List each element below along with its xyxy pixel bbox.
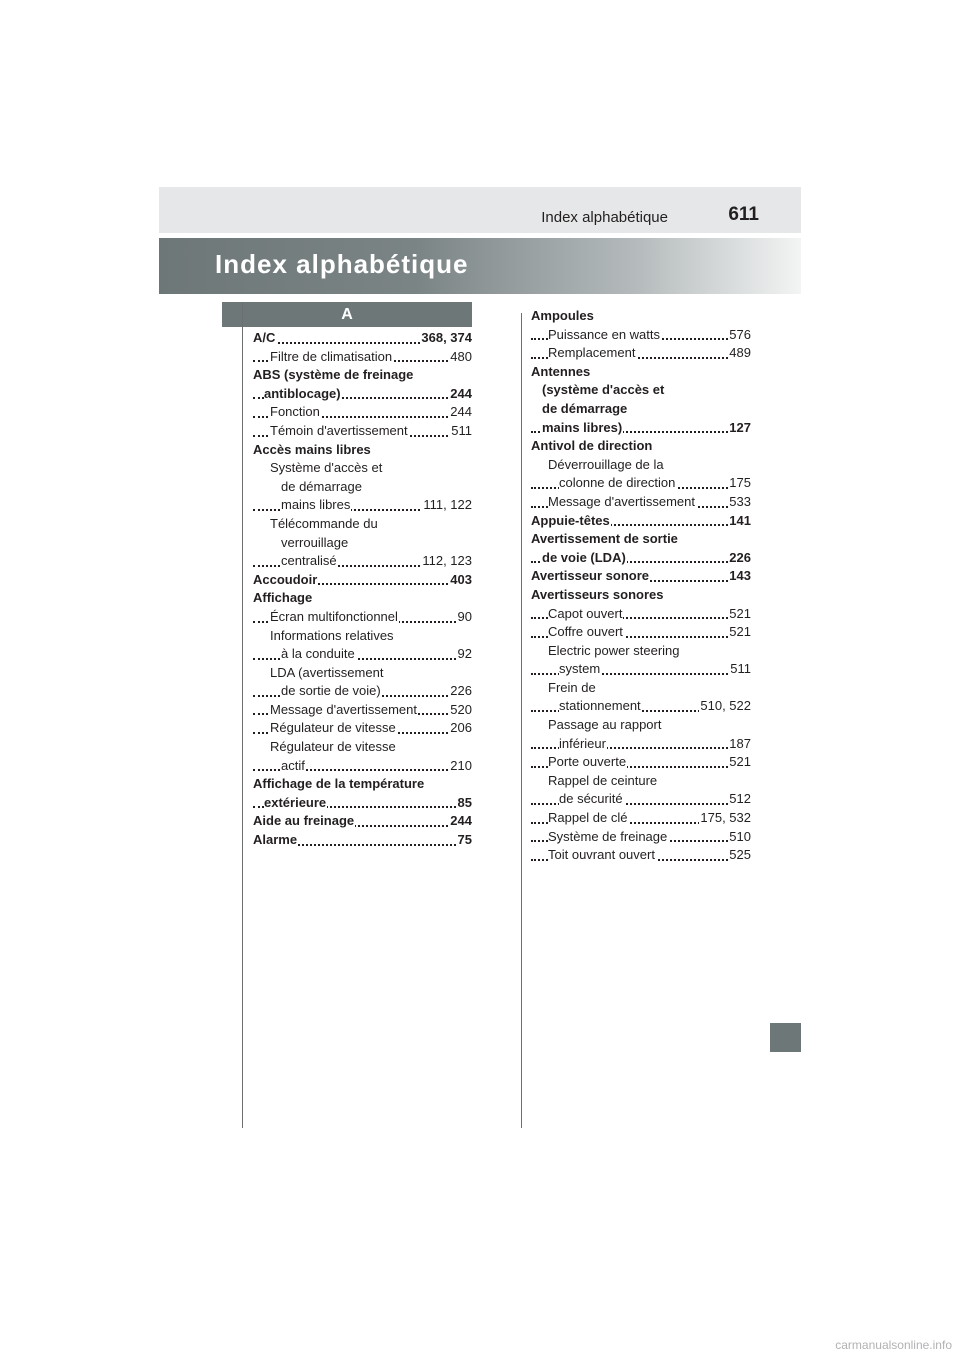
index-entry-text: mains libres bbox=[281, 497, 351, 513]
index-entry-pages: 368, 374 bbox=[420, 329, 472, 348]
index-entry-pages: 226 bbox=[728, 549, 751, 568]
index-entry bbox=[531, 716, 751, 735]
index-entry bbox=[253, 329, 472, 348]
index-entry bbox=[253, 441, 472, 460]
index-entry bbox=[531, 363, 751, 382]
index-entry-text: verrouillage bbox=[281, 534, 349, 550]
index-entry-text: Affichage de la température bbox=[253, 776, 425, 792]
index-entry-text: Coffre ouvert bbox=[548, 624, 623, 640]
index-entry bbox=[531, 623, 751, 642]
index-entry-text: Système de freinage bbox=[548, 828, 668, 844]
index-entry bbox=[253, 757, 472, 776]
index-entry bbox=[253, 775, 472, 794]
index-entry-text: system bbox=[559, 661, 601, 677]
index-entry-pages: 480 bbox=[449, 348, 472, 367]
index-entry-text: de démarrage bbox=[281, 478, 362, 494]
index-entry-pages: 244 bbox=[449, 812, 472, 831]
index-entry bbox=[531, 344, 751, 363]
index-entry-text: Puissance en watts bbox=[548, 326, 661, 342]
index-entry-text: Écran multifonctionnel bbox=[270, 608, 398, 624]
index-entry bbox=[531, 586, 751, 605]
index-entry bbox=[531, 567, 751, 586]
index-entry bbox=[531, 419, 751, 438]
index-entry-text: extérieure bbox=[264, 794, 327, 810]
index-entry bbox=[531, 679, 751, 698]
index-entry-pages: 521 bbox=[728, 605, 751, 624]
index-entry-text: Capot ouvert bbox=[548, 605, 623, 621]
index-entry-text: Avertisseurs sonores bbox=[531, 586, 664, 602]
column-divider-right bbox=[521, 313, 522, 1128]
index-letter-heading: A bbox=[222, 302, 472, 327]
index-entry bbox=[253, 348, 472, 367]
watermark: carmanualsonline.info bbox=[835, 1338, 952, 1352]
index-entry-text: Système d'accès et bbox=[270, 460, 383, 476]
index-entry-text: Télécommande du bbox=[270, 515, 378, 531]
index-entry-pages: 226 bbox=[449, 682, 472, 701]
index-entry bbox=[531, 790, 751, 809]
index-entry-pages: 576 bbox=[728, 326, 751, 345]
index-entry bbox=[253, 459, 472, 478]
index-entry bbox=[253, 738, 472, 757]
index-entry-pages: 206 bbox=[449, 719, 472, 738]
index-entry-text: Appuie-têtes bbox=[531, 512, 610, 528]
index-entry-text: Message d'avertissement bbox=[548, 493, 695, 509]
index-entry bbox=[531, 493, 751, 512]
index-entry-pages: 521 bbox=[728, 623, 751, 642]
index-entry bbox=[253, 719, 472, 738]
index-entry bbox=[531, 437, 751, 456]
index-entry-pages: 511 bbox=[729, 660, 751, 679]
index-entry bbox=[531, 530, 751, 549]
index-entry-pages: 511 bbox=[450, 422, 472, 441]
index-entry-pages: 175 bbox=[728, 474, 751, 493]
index-entry-text: A/C bbox=[253, 330, 276, 345]
index-entry-text: Remplacement bbox=[548, 345, 636, 361]
index-entry-text: Message d'avertissement bbox=[270, 701, 417, 717]
index-entry bbox=[531, 753, 751, 772]
index-entry-pages: 75 bbox=[457, 831, 472, 850]
index-entry-text: Rappel de clé bbox=[548, 810, 628, 826]
index-entry-text: Affichage bbox=[253, 590, 313, 606]
index-entry bbox=[253, 385, 472, 404]
index-entry-pages: 244 bbox=[449, 385, 472, 404]
index-entry-text: Ampoules bbox=[531, 308, 594, 323]
index-entry-text: antiblocage) bbox=[264, 385, 341, 401]
index-entry bbox=[253, 496, 472, 515]
index-entry-text: actif bbox=[281, 757, 305, 773]
index-entry bbox=[253, 571, 472, 590]
index-entry-text: mains libres) bbox=[542, 419, 623, 435]
index-entry-pages: 521 bbox=[728, 753, 751, 772]
column-divider-left bbox=[242, 302, 243, 1128]
index-entry-pages: 403 bbox=[449, 571, 472, 590]
index-entry-text: Fonction bbox=[270, 404, 320, 420]
index-entry-text: Passage au rapport bbox=[548, 717, 662, 733]
index-entry bbox=[253, 422, 472, 441]
chapter-tab bbox=[770, 1023, 801, 1052]
index-entry-text: Accès mains libres bbox=[253, 441, 371, 457]
index-entry-pages: 187 bbox=[728, 735, 751, 754]
index-entry-text: Electric power steering bbox=[548, 642, 680, 658]
index-entry bbox=[253, 534, 472, 553]
index-entry-text: Avertissement de sortie bbox=[531, 531, 678, 547]
index-entry-text: centralisé bbox=[281, 553, 337, 569]
index-entry-text: à la conduite bbox=[281, 646, 355, 662]
index-entry-text: de sécurité bbox=[559, 791, 623, 807]
index-entry bbox=[253, 682, 472, 701]
index-entry bbox=[253, 478, 472, 497]
index-entry-pages: 210 bbox=[449, 757, 472, 776]
index-entry-pages: 525 bbox=[728, 846, 751, 865]
index-entry bbox=[253, 608, 472, 627]
index-entry bbox=[531, 697, 751, 716]
index-entry-text: colonne de direction bbox=[559, 475, 676, 491]
index-entry bbox=[531, 846, 751, 865]
index-entry bbox=[531, 307, 751, 326]
index-entry-text: ABS (système de freinage bbox=[253, 367, 414, 383]
index-entry bbox=[253, 664, 472, 683]
index-entry-text: Porte ouverte bbox=[548, 754, 627, 770]
index-entry-pages: 244 bbox=[449, 403, 472, 422]
index-column-left bbox=[253, 329, 472, 850]
index-entry-text: de démarrage bbox=[542, 400, 628, 416]
index-entry-text: Régulateur de vitesse bbox=[270, 739, 396, 755]
index-entry-text: Déverrouillage de la bbox=[548, 456, 664, 472]
index-entry-pages: 85 bbox=[457, 794, 472, 813]
index-entry-text: Frein de bbox=[548, 679, 596, 695]
index-entry-pages: 489 bbox=[728, 344, 751, 363]
index-entry bbox=[531, 809, 751, 828]
index-column-right bbox=[531, 307, 751, 865]
index-entry-text: Toit ouvrant ouvert bbox=[548, 847, 655, 863]
page-header bbox=[159, 187, 801, 233]
index-entry bbox=[531, 512, 751, 531]
index-entry bbox=[531, 381, 751, 400]
index-entry-pages: 520 bbox=[449, 701, 472, 720]
index-entry-pages: 533 bbox=[728, 493, 751, 512]
index-entry bbox=[531, 400, 751, 419]
index-entry bbox=[531, 772, 751, 791]
index-entry bbox=[253, 403, 472, 422]
index-entry-pages: 512 bbox=[728, 790, 751, 809]
index-entry-text: Aide au freinage bbox=[253, 813, 355, 829]
index-entry-text: Témoin d'avertissement bbox=[270, 422, 408, 438]
index-entry bbox=[531, 735, 751, 754]
index-entry-text: Avertisseur sonore bbox=[531, 568, 650, 584]
index-entry-text: Antennes bbox=[531, 363, 591, 379]
index-entry bbox=[531, 549, 751, 568]
index-entry bbox=[531, 660, 751, 679]
index-entry-text: Régulateur de vitesse bbox=[270, 720, 396, 736]
index-entry bbox=[253, 552, 472, 571]
index-entry bbox=[253, 794, 472, 813]
index-entry-text: LDA (avertissement bbox=[270, 664, 384, 680]
index-entry-text: Filtre de climatisation bbox=[270, 348, 393, 364]
title-banner bbox=[159, 238, 801, 294]
index-entry-pages: 510, 522 bbox=[699, 697, 751, 716]
index-entry-text: Alarme bbox=[253, 832, 298, 848]
index-entry-text: Rappel de ceinture bbox=[548, 772, 658, 788]
index-entry-pages: 143 bbox=[728, 567, 751, 586]
index-entry bbox=[253, 589, 472, 608]
index-entry-pages: 175, 532 bbox=[699, 809, 751, 828]
index-entry bbox=[253, 812, 472, 831]
index-entry bbox=[253, 645, 472, 664]
index-entry bbox=[253, 627, 472, 646]
index-entry bbox=[253, 701, 472, 720]
index-entry-pages: 127 bbox=[728, 419, 751, 438]
index-entry-text: stationnement bbox=[559, 698, 641, 714]
page-number: 611 bbox=[728, 204, 759, 225]
index-entry-text: (système d'accès et bbox=[542, 382, 665, 398]
index-entry bbox=[253, 366, 472, 385]
index-entry bbox=[253, 831, 472, 850]
index-entry-pages: 141 bbox=[728, 512, 751, 531]
section-title: Index alphabétique bbox=[541, 209, 668, 226]
index-entry-pages: 112, 123 bbox=[421, 552, 472, 571]
index-entry-pages: 111, 122 bbox=[422, 496, 472, 515]
index-entry bbox=[253, 515, 472, 534]
index-entry-text: de voie (LDA) bbox=[542, 549, 626, 565]
index-entry bbox=[531, 474, 751, 493]
index-entry-text: Accoudoir bbox=[253, 571, 318, 587]
index-entry bbox=[531, 605, 751, 624]
index-entry-text: Informations relatives bbox=[270, 627, 394, 643]
index-entry-text: Antivol de direction bbox=[531, 438, 653, 454]
index-entry-text: inférieur bbox=[559, 735, 606, 751]
index-entry bbox=[531, 828, 751, 847]
index-entry-pages: 90 bbox=[457, 608, 472, 627]
index-entry-pages: 92 bbox=[457, 645, 472, 664]
index-entry bbox=[531, 326, 751, 345]
index-entry-text: de sortie de voie) bbox=[281, 683, 381, 699]
index-entry bbox=[531, 642, 751, 661]
index-entry bbox=[531, 456, 751, 475]
page-title: Index alphabétique bbox=[215, 249, 469, 279]
index-entry-pages: 510 bbox=[728, 828, 751, 847]
